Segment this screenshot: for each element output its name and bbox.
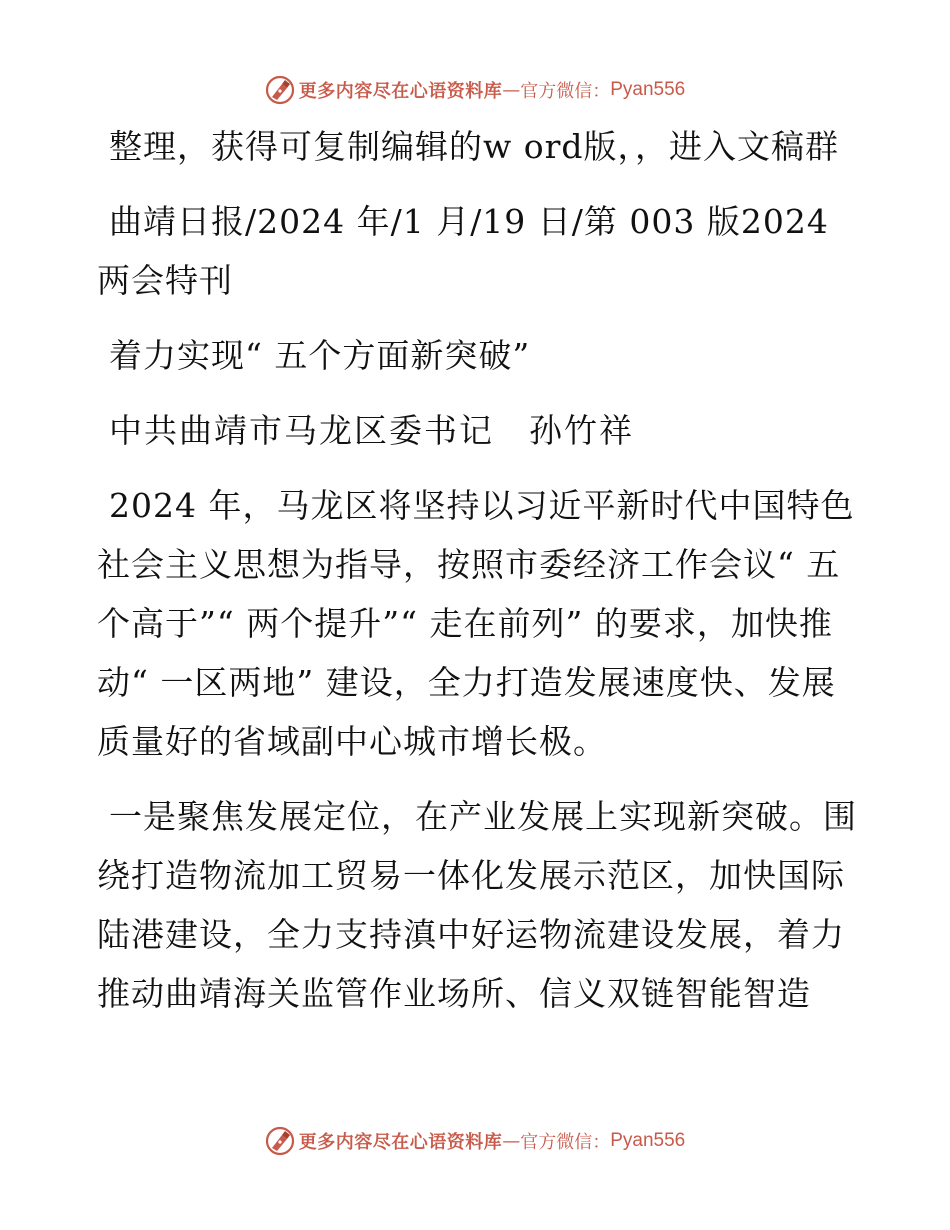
body-paragraph: 2024 年，马龙区将坚持以习近平新时代中国特色社会主义思想为指导，按照市委经济工作会议“ 五个高于”“ 两个提升”“ 走在前列” 的要求，加快推动“ 一区两地” 建设，全力打造发展速度快、发展质量好的省域副中心城市增长极。	[97, 486, 855, 761]
header-watermark	[0, 70, 950, 110]
watermark-brand-text: 更多内容尽在心语资料库	[298, 1132, 503, 1153]
watermark-separator: —	[502, 1130, 521, 1152]
document-body	[97, 117, 857, 1039]
pen-nib-logo-icon	[265, 75, 295, 105]
body-paragraph: 一是聚焦发展定位，在产业发展上实现新突破。围绕打造物流加工贸易一体化发展示范区，加快国际陆港建设，全力支持滇中好运物流建设发展，着力推动曲靖海关监管作业场所、信义双链智能智造	[97, 797, 857, 1013]
author-line: 中共曲靖市马龙区委书记 孙竹祥	[109, 411, 634, 450]
pen-nib-logo-icon	[265, 1126, 295, 1156]
watermark-contact-id: Pyan556	[610, 79, 686, 100]
watermark-contact-label: 官方微信：	[520, 1132, 611, 1153]
article-title: 着力实现“ 五个方面新突破”	[109, 336, 531, 375]
source-line: 曲靖日报/2024 年/1 月/19 日/第 003 版2024两会特刊	[97, 202, 829, 300]
watermark-contact-label: 官方微信：	[520, 81, 611, 102]
footer-watermark	[0, 1121, 950, 1161]
watermark-contact-id: Pyan556	[610, 1130, 686, 1151]
watermark-separator: —	[502, 79, 521, 101]
intro-note: 整理，获得可复制编辑的w ord版，，进入文稿群	[109, 127, 840, 166]
watermark-brand-text: 更多内容尽在心语资料库	[298, 81, 503, 102]
